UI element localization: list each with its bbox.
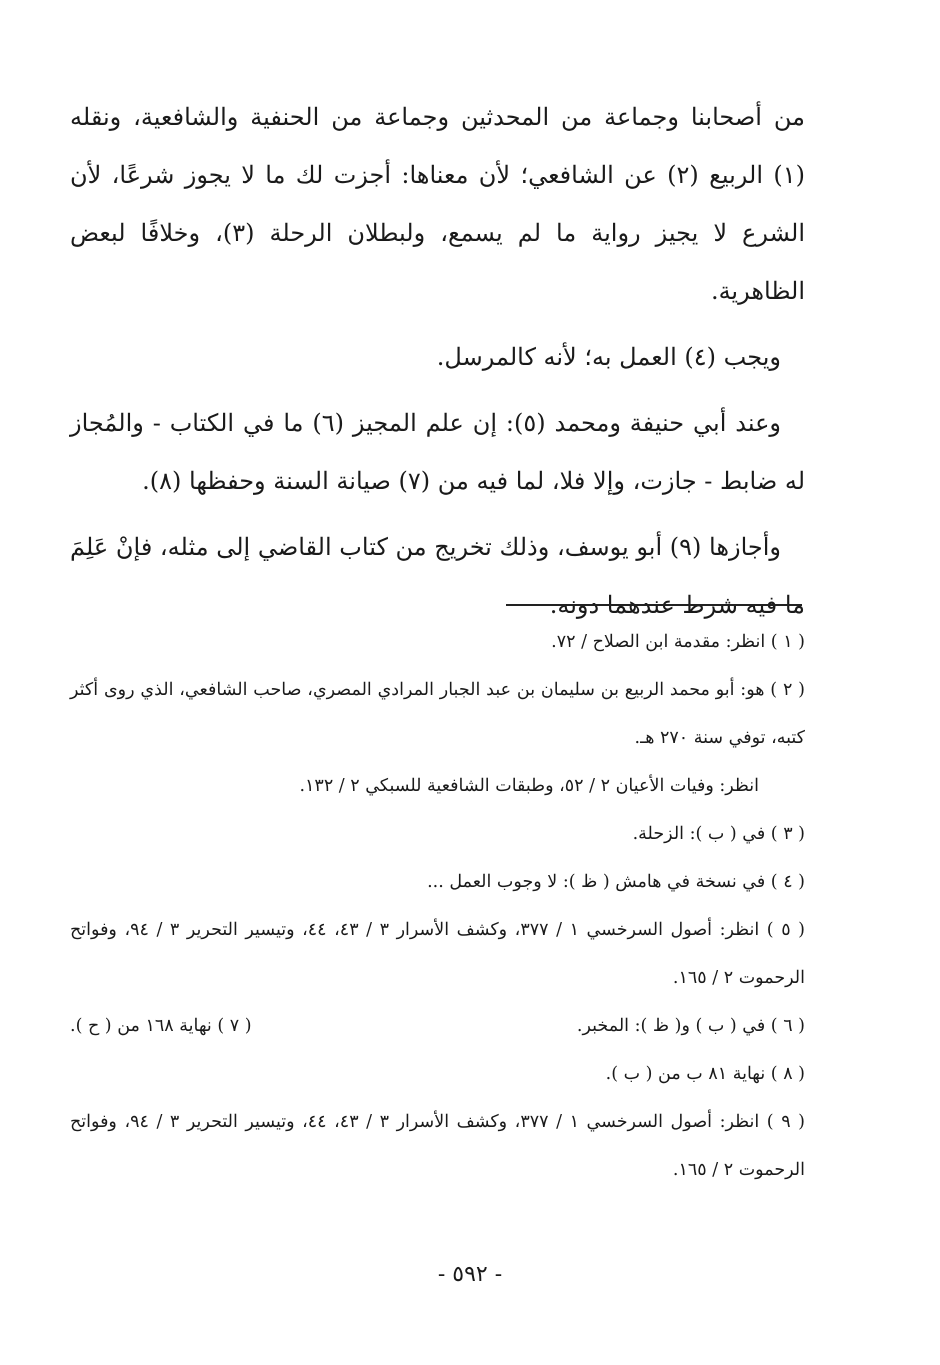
footnote-1: ( ١ ) انظر: مقدمة ابن الصلاح / ٧٢.: [551, 632, 805, 652]
footnote-separator: [506, 604, 802, 606]
footnote-2-references: انظر: وفيات الأعيان ٢ / ٥٢، وطبقات الشافعية للسبكي ٢ / ١٣٢.: [299, 776, 759, 796]
paragraph-4: وأجازها (٩) أبو يوسف، وذلك تخريج من كتاب القاضي إلى مثله، فإنْ عَلِمَ ما فيه شرط عندهما دونه.: [70, 533, 805, 619]
footnote-row-6-7: [70, 1002, 805, 1050]
footnote-7: ( ٧ ) نهاية ١٦٨ من ( ح ).: [70, 1016, 252, 1036]
footnote-8: ( ٨ ) نهاية ٨١ ب من ( ب ).: [605, 1064, 805, 1084]
main-text: [70, 88, 805, 642]
footnote-6: ( ٦ ) في ( ب ) و( ظ ): المخبر.: [576, 1016, 805, 1036]
footnote-5: ( ٥ ) انظر: أصول السرخسي ١ / ٣٧٧، وكشف الأسرار ٣ / ٤٣، ٤٤، وتيسير التحرير ٣ / ٩٤، وفواتح الرحموت ٢ / ١٦٥.: [70, 920, 805, 988]
footnote-9: ( ٩ ) انظر: أصول السرخسي ١ / ٣٧٧، وكشف الأسرار ٣ / ٤٣، ٤٤، وتيسير التحرير ٣ / ٩٤، وفواتح الرحموت ٢ / ١٦٥.: [70, 1112, 805, 1180]
footnote-4: ( ٤ ) في نسخة في هامش ( ظ ): لا وجوب العمل ...: [427, 872, 805, 892]
paragraph-2: ويجب (٤) العمل به؛ لأنه كالمرسل.: [436, 343, 781, 371]
page-number: - ٥٩٢ -: [437, 1262, 503, 1287]
footnote-2: ( ٢ ) هو: أبو محمد الربيع بن سليمان بن عبد الجبار المرادي المصري، صاحب الشافعي، الذي روى أكثر كتبه، توفي سنة ٢٧٠ هـ.: [70, 680, 805, 748]
paragraph-1: من أصحابنا وجماعة من المحدثين وجماعة من الحنفية والشافعية، ونقله (١) الربيع (٢) عن الشافعي؛ لأن معناها: أجزت لك ما لا يجوز شرعًا، لأن الشرع لا يجيز رواية ما لم يسمع، ولبطلان الرحلة (٣)، وخلافًا لبعض الظاهرية.: [70, 103, 805, 305]
paragraph-3: وعند أبي حنيفة ومحمد (٥): إن علم المجيز (٦) ما في الكتاب - والمُجاز له ضابط - جازت، وإلا فلا، لما فيه من (٧) صيانة السنة وحفظها (٨).: [70, 409, 805, 495]
footnotes: [70, 618, 805, 1194]
footnote-3: ( ٣ ) في ( ب ): الزحلة.: [632, 824, 805, 844]
